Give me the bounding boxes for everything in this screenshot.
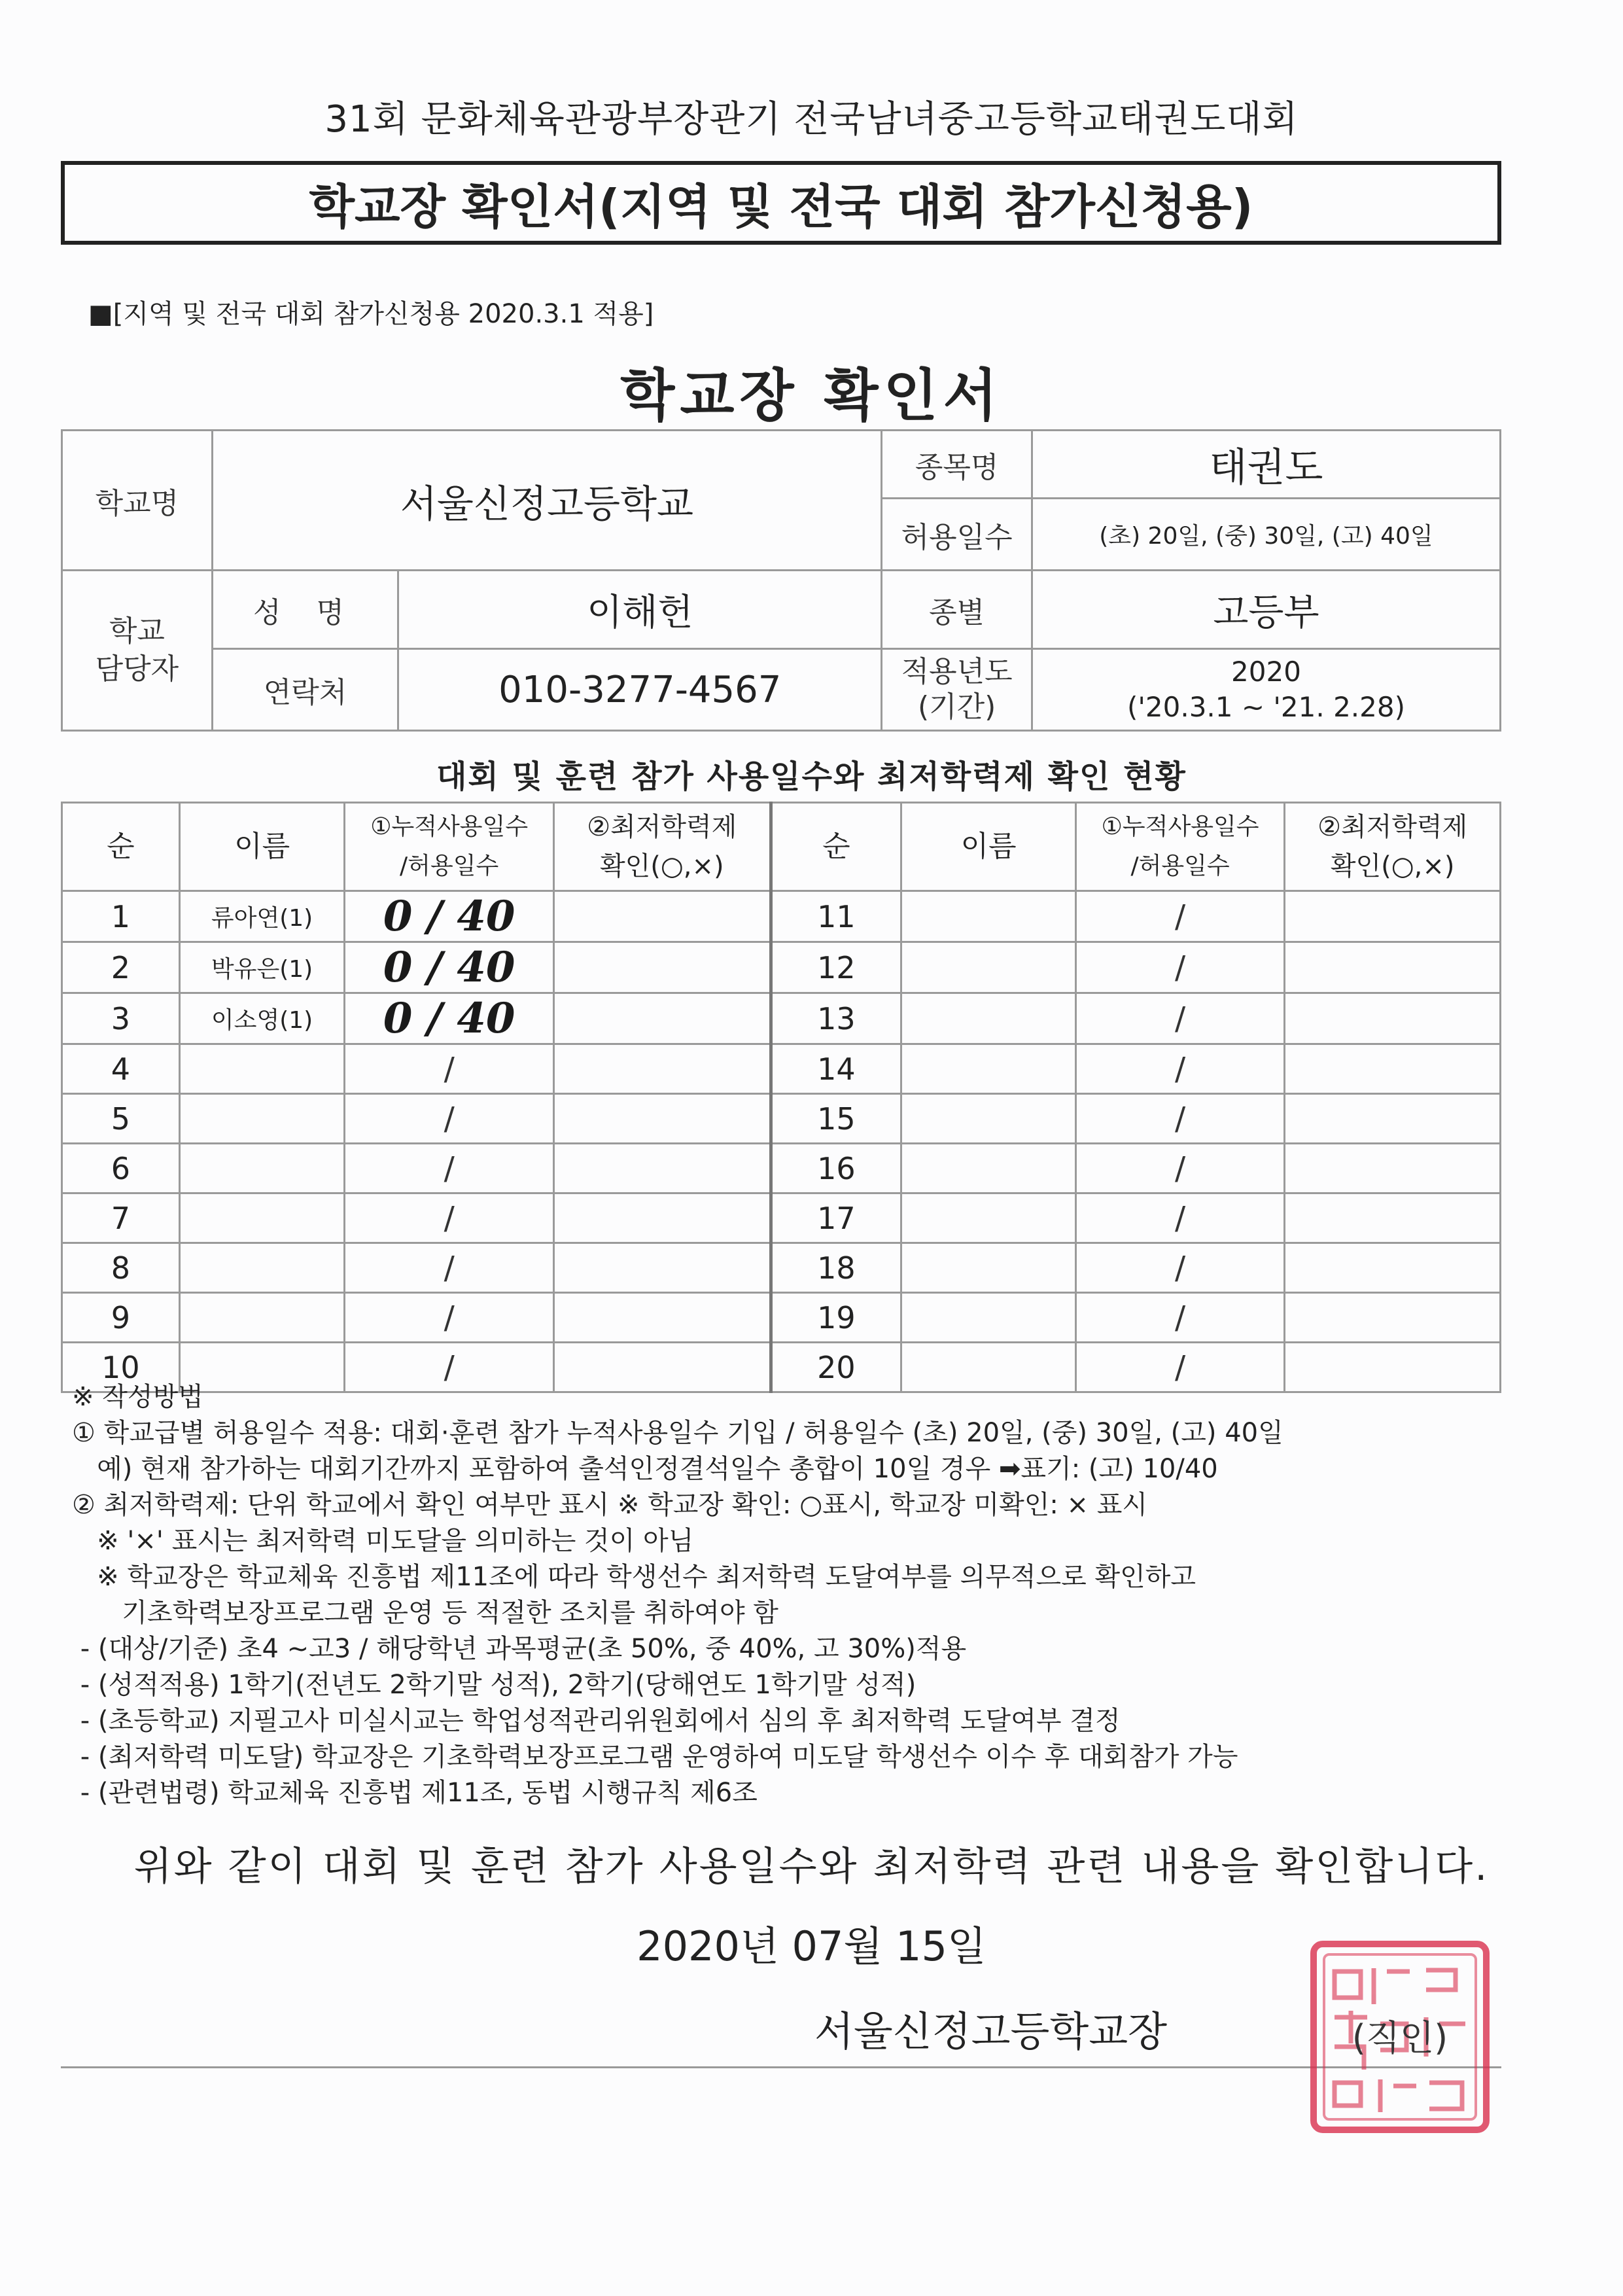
row-number: 2 [62,942,180,993]
row-number: 15 [771,1094,901,1144]
row-number: 10 [62,1343,180,1392]
header-no: 순 [62,803,180,891]
row-name [901,1094,1076,1144]
row-number: 5 [62,1094,180,1144]
row-name [901,1243,1076,1293]
row-confirm [1285,1144,1501,1193]
row-confirm [553,891,771,942]
row-name [179,1193,345,1243]
header-confirm-right [1285,803,1501,891]
year-label-line2: (기간) [917,690,996,724]
table-row [62,891,1501,942]
year-value-line2: ('20.3.1 ~ '21. 2.28) [1126,691,1405,723]
row-confirm [553,942,771,993]
row-confirm [1285,1293,1501,1343]
note-line: ① 학교급별 허용일수 적용: 대회·훈련 참가 누적사용일수 기입 / 허용일수 (초) 20일, (중) 30일, (고) 40일 [72,1418,1283,1448]
row-name [179,1094,345,1144]
sport-label: 종목명 [882,431,1032,499]
row-used-days: / [1075,1144,1284,1193]
manager-name: 이해헌 [398,571,882,649]
row-confirm [1285,1193,1501,1243]
row-used-days: / [1075,942,1284,993]
row-confirm [553,1293,771,1343]
note-line: ※ '×' 표시는 최저학력 미도달을 의미하는 것이 아님 [72,1526,694,1556]
year-value-line1: 2020 [1231,656,1301,688]
note-line: ※ 학교장은 학교체육 진흥법 제11조에 따라 학생선수 최저학력 도달여부를 의무적으로 확인하고 [72,1562,1196,1592]
row-name [901,891,1076,942]
row-number: 7 [62,1193,180,1243]
contact-label: 연락처 [212,649,398,731]
row-name [901,1044,1076,1094]
row-confirm [553,1193,771,1243]
row-number: 17 [771,1193,901,1243]
note-line: - (초등학교) 지필고사 미실시교는 학업성적관리위원회에서 심의 후 최저학력 도달여부 결정 [72,1706,1121,1736]
issue-date: 2020년 07월 15일 [637,1922,986,1970]
instructions [72,1379,1511,1811]
row-confirm [1285,1243,1501,1293]
table-row [62,1094,1501,1144]
row-number: 11 [771,891,901,942]
manager-label-line2: 담당자 [95,652,179,686]
principal-signature-line: 서울신정고등학교장 [814,2007,1168,2055]
year-label-line1: 적용년도 [901,655,1013,688]
header-used-right-line2: /허용일수 [1130,853,1230,879]
header-used-line2: /허용일수 [400,853,499,879]
table-row [62,1144,1501,1193]
header-name-right: 이름 [901,803,1076,891]
note-line: ※ 작성방법 [72,1382,203,1412]
row-confirm [1285,1094,1501,1144]
table-row [62,1044,1501,1094]
row-name: 류아연(1) [179,891,345,942]
row-used-days: 0 / 40 [345,891,554,942]
row-number: 14 [771,1044,901,1094]
row-number: 12 [771,942,901,993]
row-confirm [553,1044,771,1094]
roster-table [61,802,1501,1393]
row-number: 20 [771,1343,901,1392]
note-line: - (성적적용) 1학기(전년도 2학기말 성적), 2학기(당해연도 1학기말 성적) [72,1670,916,1700]
row-confirm [553,1094,771,1144]
year-value [1032,649,1500,731]
table-row [62,1293,1501,1343]
row-number: 18 [771,1243,901,1293]
contact-value: 010-3277-4567 [398,649,882,731]
row-confirm [1285,1044,1501,1094]
header-confirm-right-line1: ②최저학력제 [1318,812,1468,842]
row-confirm [553,993,771,1044]
official-seal [1308,1939,1492,2135]
year-label [882,649,1032,731]
row-name [179,1044,345,1094]
confirmation-statement: 위와 같이 대회 및 훈련 참가 사용일수와 최저학력 관련 내용을 확인합니다. [133,1844,1490,1890]
info-table [61,429,1501,732]
row-name [179,1243,345,1293]
row-name [901,942,1076,993]
row-used-days: / [1075,1293,1284,1343]
note-line: - (대상/기준) 초4 ~고3 / 해당학년 과목평균(초 50%, 중 40%, 고 30%)적용 [72,1634,967,1664]
row-name [179,1144,345,1193]
allowed-days-label: 허용일수 [882,499,1032,571]
division-label: 종별 [882,571,1032,649]
row-name: 박유은(1) [179,942,345,993]
table-row [62,942,1501,993]
row-used-days: / [1075,891,1284,942]
allowed-days-value: (초) 20일, (중) 30일, (고) 40일 [1032,499,1500,571]
row-used-days: / [1075,993,1284,1044]
sport-value: 태권도 [1032,431,1500,499]
row-used-days: / [1075,1343,1284,1392]
row-name [901,1293,1076,1343]
row-used-days: / [1075,1193,1284,1243]
header-used [345,803,554,891]
seal-text: (직인) [1352,2017,1448,2058]
row-number: 4 [62,1044,180,1094]
row-name [179,1293,345,1343]
divider [61,2066,1501,2068]
header-used-right [1075,803,1284,891]
row-used-days: / [345,1044,554,1094]
table-row [62,993,1501,1044]
name-label: 성 명 [212,571,398,649]
row-confirm [1285,891,1501,942]
row-used-days: / [345,1243,554,1293]
header-no-right: 순 [771,803,901,891]
note-line: - (관련법령) 학교체육 진흥법 제11조, 동법 시행규칙 제6조 [72,1778,758,1808]
note-line: 기초학력보장프로그램 운영 등 적절한 조치를 취하여야 함 [72,1598,778,1628]
row-name: 이소영(1) [179,993,345,1044]
form-note: ■[지역 및 전국 대회 참가신청용 2020.3.1 적용] [88,299,654,329]
row-used-days: / [1075,1094,1284,1144]
header-confirm-right-line2: 확인(○,×) [1330,851,1455,881]
row-used-days: / [345,1343,554,1392]
header-name: 이름 [179,803,345,891]
row-used-days: / [345,1193,554,1243]
note-line: 예) 현재 참가하는 대회기간까지 포함하여 출석인정결석일수 총합이 10일 경우 ➡표기: (고) 10/40 [72,1454,1218,1484]
header-used-right-line1: ①누적사용일수 [1101,813,1259,840]
row-number: 16 [771,1144,901,1193]
roster-subtitle: 대회 및 훈련 참가 사용일수와 최저학력제 확인 현황 [436,758,1187,795]
table-row [62,1193,1501,1243]
row-used-days: / [345,1144,554,1193]
manager-label-line1: 학교 [109,614,165,648]
row-name [901,1193,1076,1243]
row-confirm [553,1243,771,1293]
row-confirm [1285,942,1501,993]
row-used-days: / [345,1094,554,1144]
row-name [901,1144,1076,1193]
header-used-line1: ①누적사용일수 [370,813,529,840]
header-confirm-line2: 확인(○,×) [599,851,724,881]
manager-label [62,571,213,731]
division-value: 고등부 [1032,571,1500,649]
header-confirm [553,803,771,891]
row-used-days: 0 / 40 [345,942,554,993]
row-number: 19 [771,1293,901,1343]
row-used-days: / [1075,1044,1284,1094]
header-confirm-line1: ②최저학력제 [587,812,737,842]
page-title: 학교장 확인서 [620,363,1003,429]
row-used-days: / [1075,1243,1284,1293]
note-line: ② 최저학력제: 단위 학교에서 확인 여부만 표시 ※ 학교장 확인: ○표시, 학교장 미확인: × 표시 [72,1490,1148,1520]
row-number: 9 [62,1293,180,1343]
row-number: 8 [62,1243,180,1293]
row-number: 6 [62,1144,180,1193]
row-name [901,993,1076,1044]
row-number: 1 [62,891,180,942]
row-used-days: / [345,1293,554,1343]
note-line: - (최저학력 미도달) 학교장은 기초학력보장프로그램 운영하여 미도달 학생선수 이수 후 대회참가 가능 [72,1742,1238,1772]
row-number: 13 [771,993,901,1044]
school-name: 서울신정고등학교 [212,431,882,571]
school-label: 학교명 [62,431,213,571]
row-confirm [553,1144,771,1193]
document-box-title: 학교장 확인서(지역 및 전국 대회 참가신청용) [61,161,1501,245]
table-row [62,1243,1501,1293]
row-used-days: 0 / 40 [345,993,554,1044]
event-title: 31회 문화체육관광부장관기 전국남녀중고등학교태권도대회 [324,98,1299,141]
row-confirm [1285,993,1501,1044]
row-number: 3 [62,993,180,1044]
